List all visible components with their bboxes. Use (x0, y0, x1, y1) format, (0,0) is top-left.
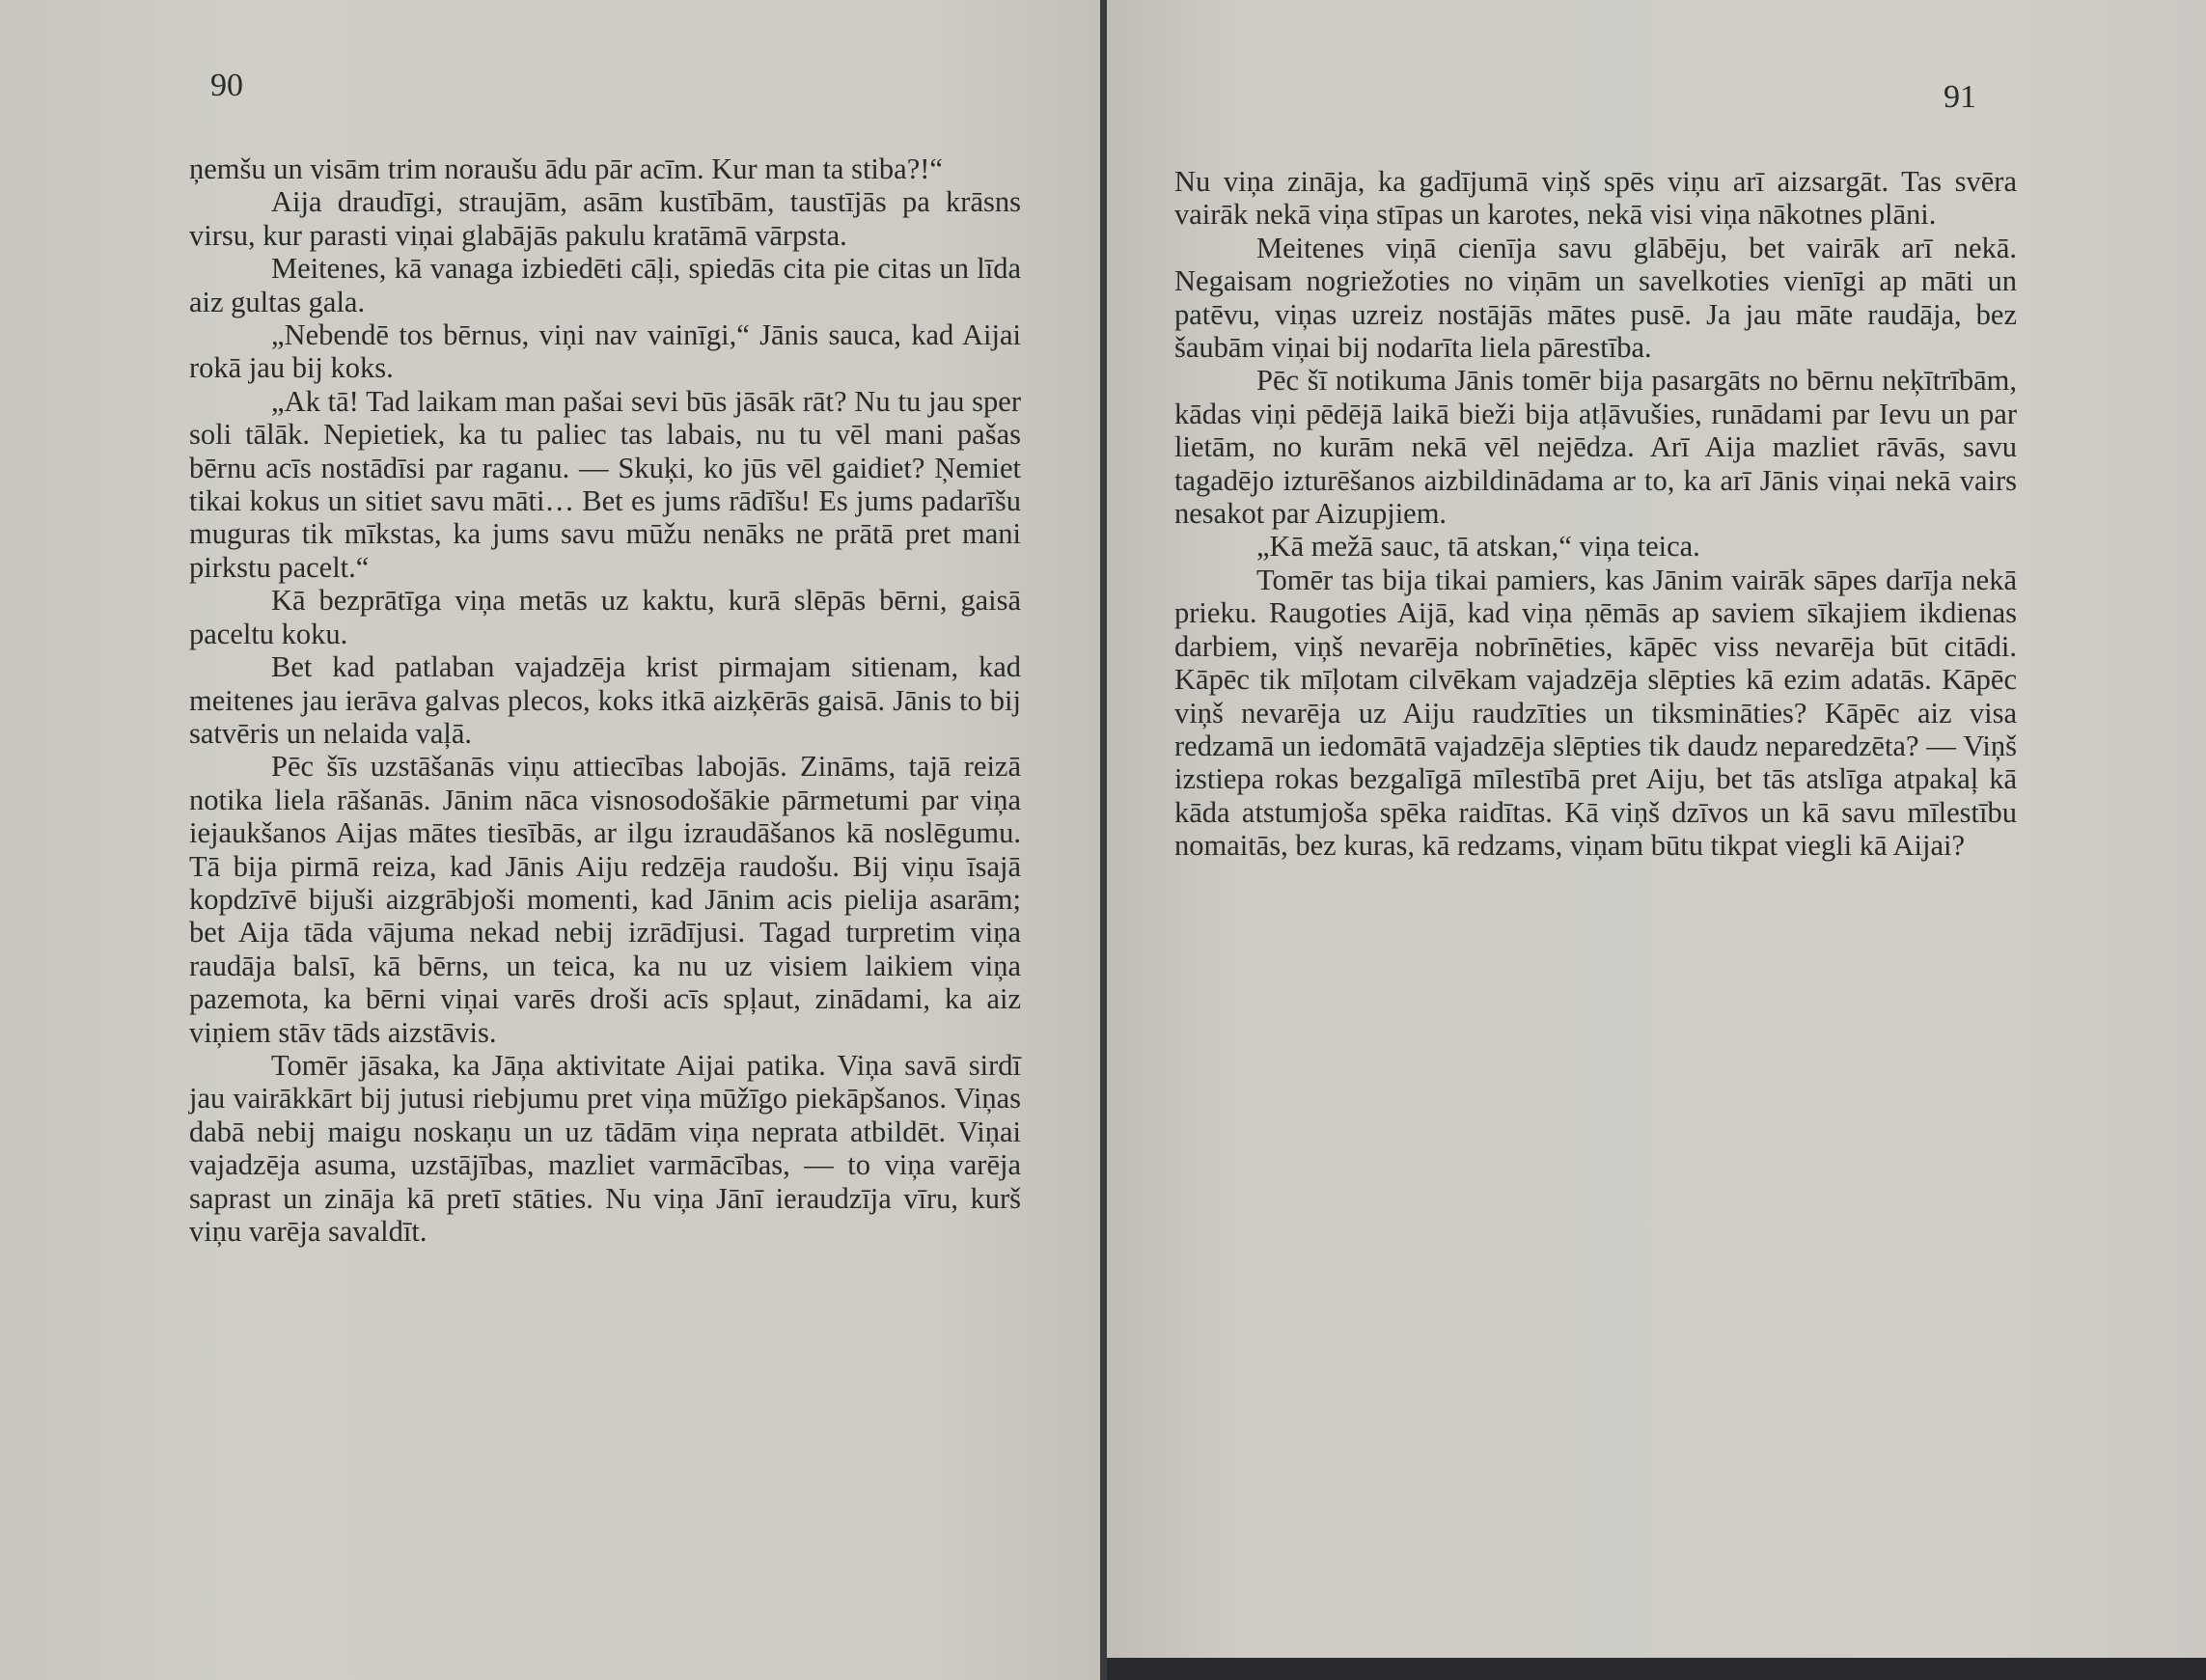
right-page-number: 91 (1944, 79, 1976, 115)
book-gutter (1100, 0, 1107, 1680)
left-page (0, 0, 1100, 1680)
right-paragraph-4: „Kā mežā sauc, tā atskan,“ viņa teica. (1256, 530, 1700, 564)
scan-bottom-edge (1107, 1658, 2206, 1680)
left-paragraph-7: Bet kad patlaban vajadzēja krist pirmajam sitienam, kad meitenes jau ierāva galvas plecos, koks itkā aizķērās gaisā. Jānis to bij satvēris un nelaida vaļā. (189, 650, 1021, 750)
right-page (1107, 0, 2206, 1658)
left-page-text (189, 152, 1021, 1248)
right-paragraph-2: Meitenes viņā cienīja savu glābēju, bet vairāk arī nekā. Negaisam nogriežoties no viņām un savelkoties vienīgi ap māti un patēvu, viņas uzreiz nostājās mātes pusē. Ja jau māte raudāja, bez šaubām viņai bij nodarīta liela pārestība. (1174, 231, 2017, 365)
right-page-text (1174, 165, 2017, 863)
left-paragraph-4: „Nebendē tos bērnus, viņi nav vainīgi,“ Jānis sauca, kad Aijai rokā jau bij koks. (189, 318, 1021, 385)
left-paragraph-3: Meitenes, kā vanaga izbiedēti cāļi, spiedās cita pie citas un līda aiz gultas gala. (189, 252, 1021, 318)
left-paragraph-1: ņemšu un visām trim noraušu ādu pār acīm. Kur man ta stiba?!“ (189, 152, 943, 185)
left-paragraph-2: Aija draudīgi, straujām, asām kustībām, taustījās pa krāsns virsu, kur parasti viņai glabājās pakulu kratāmā vārpsta. (189, 185, 1021, 252)
left-paragraph-8: Pēc šīs uzstāšanās viņu attiecības labojās. Zināms, tajā reizā notika liela rāšanās. Jānim nāca visnosodošākie pārmetumi par viņa iejaukšanos Aijas mātes tiesībās, ar ilgu izraudāšanos kā noslēgumu. Tā bija pirmā reiza, kad Jānis Aiju redzēja raudošu. Bij viņu īsajā kopdzīvē bijuši aizgrābjoši momenti, kad Jānim acis pielija asarām; bet Aija tāda vājuma nekad nebij izrādījusi. Tagad turpretim viņa raudāja balsī, kā bērns, un teica, ka nu uz visiem laikiem viņa pazemota, ka bērni viņai varēs droši acīs spļaut, zinādami, ka aiz viņiem stāv tāds aizstāvis. (189, 750, 1021, 1049)
right-paragraph-3: Pēc šī notikuma Jānis tomēr bija pasargāts no bērnu neķītrībām, kādas viņi pēdējā laikā bieži bija atļāvušies, runādami par Ievu un par lietām, no kurām nekā vēl nejēdza. Arī Aija mazliet rāvās, savu tagadējo izturēšanos aizbildinādama ar to, ka arī Jānis viņai nekā vairs nesakot par Aizupjiem. (1174, 364, 2017, 531)
left-paragraph-9: Tomēr jāsaka, ka Jāņa aktivitate Aijai patika. Viņa savā sirdī jau vairākkārt bij jutusi riebjumu pret viņa mūžīgo piekāpšanos. Viņas dabā nebij maigu noskaņu un uz tādām viņa neprata atbildēt. Viņai vajadzēja asuma, uzstājības, mazliet varmācības, — to viņa varēja saprast un zināja kā pretī stāties. Nu viņa Jānī ieraudzīja vīru, kurš viņu varēja savaldīt. (189, 1048, 1021, 1248)
left-page-number: 90 (210, 68, 243, 103)
right-paragraph-1: Nu viņa zināja, ka gadījumā viņš spēs viņu arī aizsargāt. Tas svēra vairāk nekā viņa stīpas un karotes, nekā visi viņa nākotnes plāni. (1174, 165, 2017, 232)
right-paragraph-5: Tomēr tas bija tikai pamiers, kas Jānim vairāk sāpes darīja nekā prieku. Raugoties Aijā, kad viņa ņēmās ap saviem sīkajiem ikdienas darbiem, viņš nevarēja nobrīnēties, kāpēc viss nevarēja būt citādi. Kāpēc tik mīļotam cilvēkam vajadzēja slēpties kā ezim adatās. Kāpēc viņš nevarēja uz Aiju raudzīties un tiksmināties? Kāpēc aiz visa redzamā un iedomātā vajadzēja slēpties tik daudz neparedzēta? — Viņš izstiepa rokas bezgalīgā mīlestībā pret Aiju, bet tās atslīga atpakaļ kā kāda atstumjoša spēka raidītas. Kā viņš dzīvos un kā savu mīlestību nomaitās, bez kuras, kā redzams, viņam būtu tikpat viegli kā Aijai? (1174, 563, 2017, 863)
left-paragraph-6: Kā bezprātīga viņa metās uz kaktu, kurā slēpās bērni, gaisā paceltu koku. (189, 584, 1021, 650)
left-paragraph-5: „Ak tā! Tad laikam man pašai sevi būs jāsāk rāt? Nu tu jau sper soli tālāk. Nepietiek, ka tu paliec tas labais, nu tu vēl mani pašas bērnu acīs nostādīsi par raganu. — Skuķi, ko jūs vēl gaidiet? Ņemiet tikai kokus un sitiet savu māti… Bet es jums rādīšu! Es jums padarīšu muguras tik mīkstas, ka jums savu mūžu nenāks ne prātā pret mani pirkstu pacelt.“ (189, 384, 1021, 584)
